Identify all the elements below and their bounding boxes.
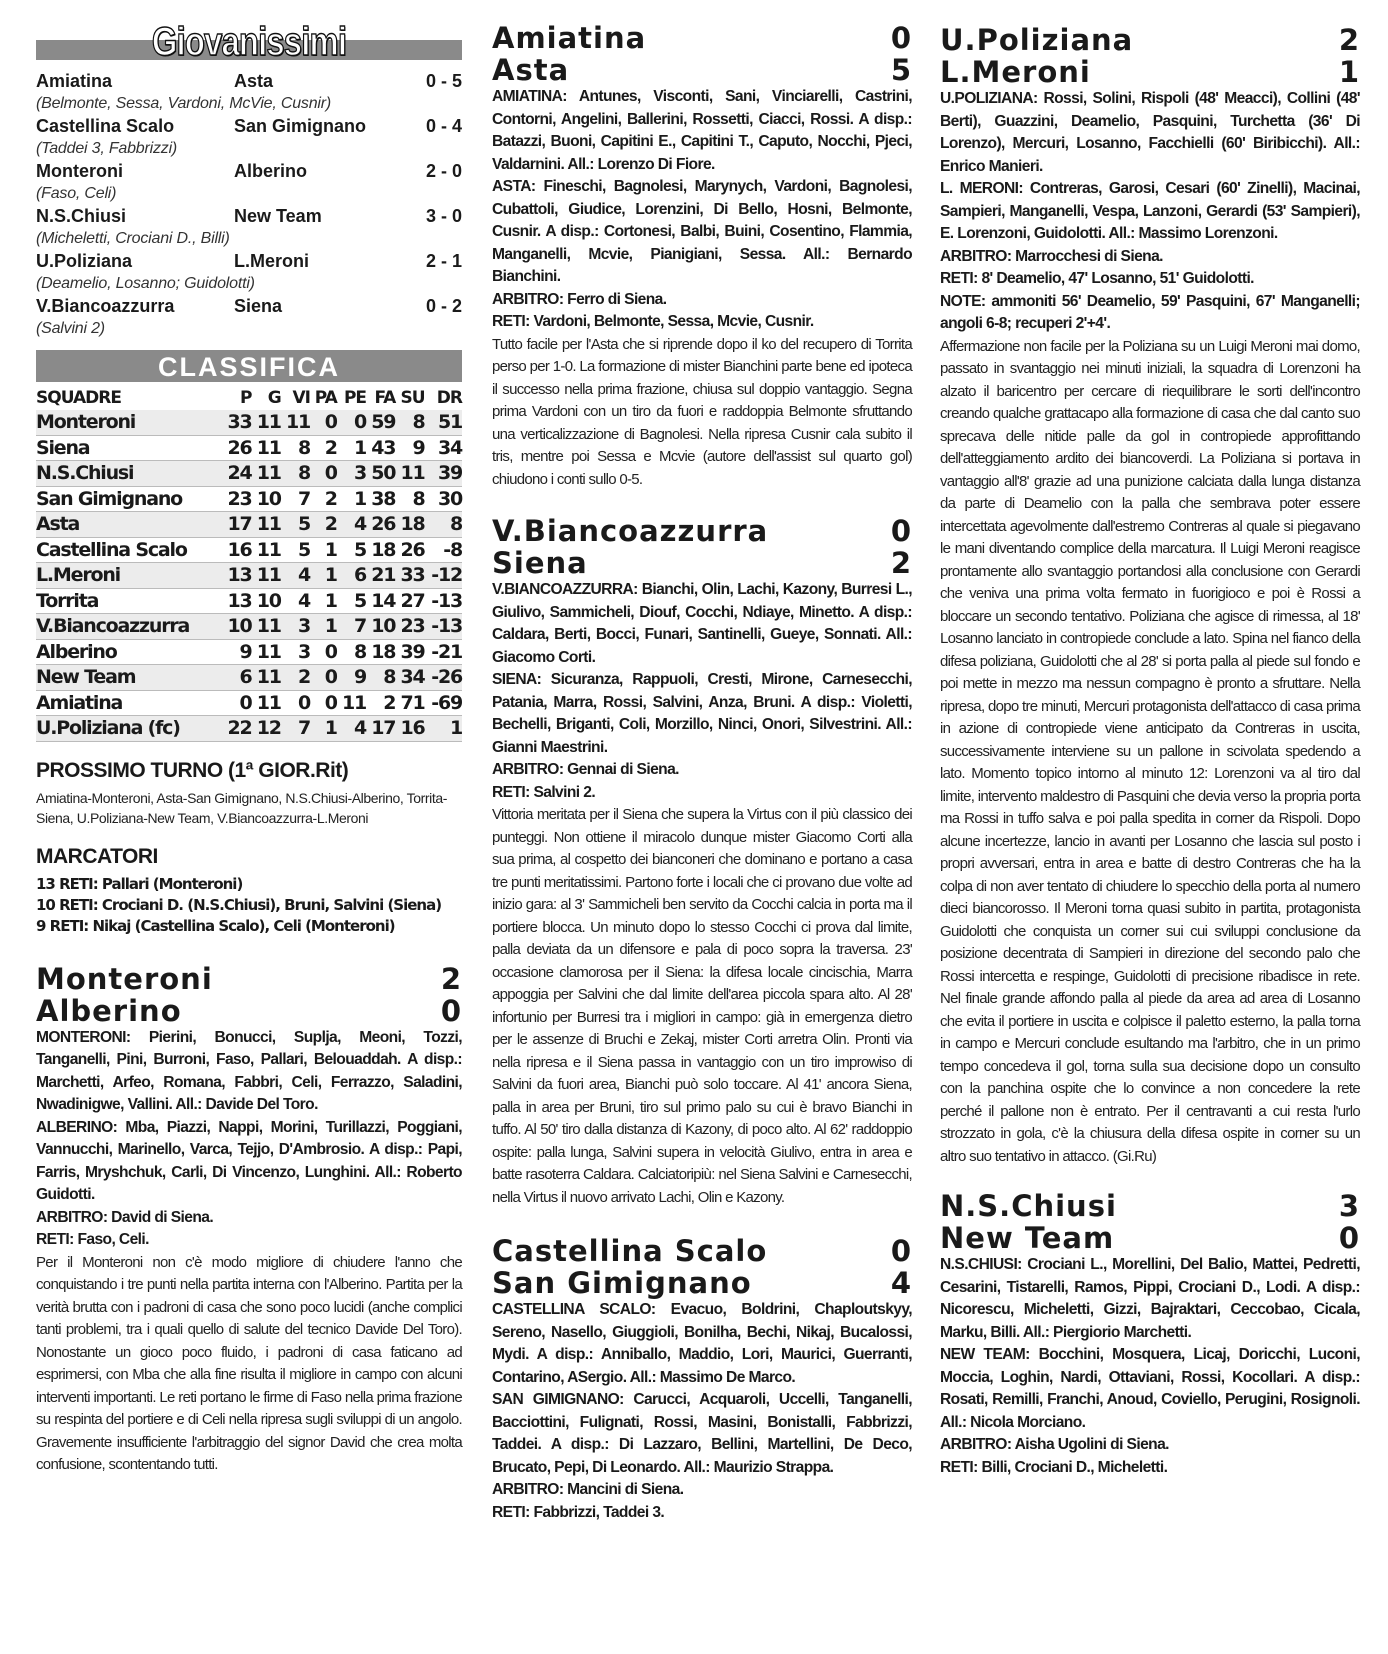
result-away: New Team bbox=[234, 206, 322, 226]
standings-cell: 0 bbox=[281, 690, 310, 716]
top-scorers-line: 13 RETI: Pallari (Monteroni) bbox=[36, 874, 243, 893]
standings-cell: 0 bbox=[310, 639, 337, 665]
standings-header-cell: G bbox=[267, 388, 281, 408]
standings-cell: 13 bbox=[222, 588, 251, 614]
standings-cell: 1 bbox=[337, 486, 366, 512]
result-home: Castellina Scalo bbox=[36, 116, 175, 136]
standings-cell: 17 bbox=[222, 512, 251, 538]
match-lineup: ALBERINO: Mba, Piazzi, Nappi, Morini, Turillazzi, Poggiani, Vannucchi, Marinello, Varca, Tejjo, D'Ambrosio. A disp.: Papi, Farris, Mryshchuk, Carli, Di Vincenzo, Lunghini. All.: Roberto Guidotti. bbox=[36, 1118, 462, 1203]
standings-cell: 2 bbox=[310, 486, 337, 512]
standings-cell: 11 bbox=[395, 461, 424, 487]
result-item bbox=[36, 295, 462, 340]
standings-cell: 8 bbox=[366, 665, 395, 691]
standings-cell: 4 bbox=[281, 588, 310, 614]
standings-cell: 9 bbox=[222, 639, 251, 665]
match-lineup: RETI: Vardoni, Belmonte, Sessa, Mcvie, Cusnir. bbox=[492, 313, 814, 330]
result-scorers: (Faso, Celi) bbox=[36, 185, 117, 202]
standings-cell: 11 bbox=[252, 563, 281, 589]
standings-team: Monteroni bbox=[36, 410, 222, 435]
match-home-goals: 0 bbox=[890, 1234, 912, 1268]
match-away-row bbox=[940, 56, 1360, 88]
match-home-team: Amiatina bbox=[492, 21, 647, 55]
result-score: 0 - 2 bbox=[425, 296, 462, 316]
match-lineup: ASTA: Fineschi, Bagnolesi, Marynych, Vardoni, Bagnolesi, Cubattoli, Giudice, Lorenzini, Di Bello, Hosni, Belmonte, Cusnir. A disp.: Cortonesi, Balbi, Buini, Cosentino, Flammia, Manganelli, Mcvie, Pianigiani, Sessa. All.: Bernardo Bianchini. bbox=[492, 178, 912, 285]
result-scorers: (Deamelio, Losanno; Guidolotti) bbox=[36, 275, 255, 292]
standings-cell: 4 bbox=[281, 563, 310, 589]
standings-cell: 26 bbox=[366, 512, 395, 538]
standings-cell: 18 bbox=[366, 639, 395, 665]
match-report-text: Per il Monteroni non c'è modo migliore di chiudere l'anno che conquistando i tre punti nella partita interna con l'Alberino. Partita per la verità brutta con i padroni di casa che sono poco lucidi (anche complici tanti problemi, tra i quali quello di salute del tecnico Davide Del Toro). Nonostante un gioco poco fluido, i padroni di casa faticano ad esprimersi, con Mba che alla fine risulta il migliore in campo con alcuni interventi importanti. Le reti portano le firme di Faso nella prima frazione su respinta del portiere e di Celi nella ripresa sugli sviluppi di un angolo. Gravemente insufficiente l'arbitraggio del signor David che crea molta confusione, scontentando tutti. bbox=[36, 1253, 462, 1473]
match-report-text: Tutto facile per l'Asta che si riprende dopo il ko del recupero di Torrita perso per 1-0. La formazione di mister Bianchini parte bene ed ipoteca il successo nella prima frazione, chiusa sul doppio vantaggio. Segna prima Vardoni con un tiro da fuori e raddoppia Belmonte sfruttando una verticalizzazione di Bagnolesi. Nella ripresa Cusnir cala subito il tris, mentre poi Sessa e Mcvie (autore dell'assist sul quarto gol) chiudono i conti sullo 0-5. bbox=[492, 335, 912, 488]
standings-cell: 11 bbox=[252, 410, 281, 435]
standings-cell: 8 bbox=[281, 435, 310, 461]
standings-cell: 43 bbox=[366, 435, 395, 461]
next-round-title: PROSSIMO TURNO (1ª GIOR.Rit) bbox=[36, 758, 349, 782]
column-middle bbox=[492, 0, 912, 1524]
match-lineup: RETI: Faso, Celi. bbox=[36, 1231, 149, 1248]
match-report-text: Affermazione non facile per la Poliziana su un Luigi Meroni mai domo, passato in svantaggio nei minuti iniziali, la squadra di Lorenzoni ha alzato il baricentro per cercare di riequilibrare le sorti dell'incontro creando qualche grattacapo alla formazione di casa che dal canto suo sprecava delle nitide palle da gol in contropiede approfittando dell'atteggiamento ardito dei biancoverdi. La Poliziana si portava in vantaggio all'8' grazie ad una punizione calciata dalla lunga distanza da parte di Deamelio con la palla che sembrava poter essere intercettata agevolmente dall'estremo Contreras al quale si piegavano le mani diventando complice della marcatura. Il Luigi Meroni reagisce prontamente allo svantaggio portandosi alla conclusione con Gerardi che veniva una prima volta fermato in fuorigioco e poi è Rossi a bloccare un secondo tentativo. Poliziana che agisce di rimessa, al 18' Losanno lanciato in contropiede conclude a lato. Spina nel fianco della difesa poliziana, Guidolotti che al 28' si porta palla al piede sul fondo e poi mette in mezzo ma nessun compagno è pronto a sfruttare. Nella ripresa, dopo tre minuti, Mercuri protagonista dell'attacco di casa prima in azione di contropiede viene anticipato da Contreras in uscita, successivamente interviene su un pallone in scivolata spedendo a lato. Momento topico intorno al minuto 12: Lorenzoni va al tiro dal limite, intervento maldestro di Pasquini che devia verso la propria porta ma Rossi in tuffo salva e poi palla spedita in corner da Rispoli. Dopo alcune incertezze, lancio in avanti per Losanno che lascia sul posto i propri avversari, entra in area e batte di destro Contreras che ha la colpa di non aver tentato di chiudere lo specchio della porta al numero dieci biancorosso. Il Meroni torna quasi subito in partita, protagonista Guidolotti che conquista un corner sui cui sviluppi conclusione da posizione decentrata di Sampieri in direzione del secondo palo che Rossi intercetta e respinge, Guidolotti di precisione ribadisce in rete. Nel finale grande affondo palla al piede da area ad area di Losanno che evita il portiere in uscita e colpisce il paletto esterno, la palla torna in campo e Mercuri conclude esultando ma l'arbitro, che in un primo tempo concedeva il gol, torna sulla sua decisione dopo un consulto con la panchina ospite che lo convince a non concedere la rete perché il pallone non è entrato. Per il centravanti a cui resta l'urlo strozzato in gola, c'è la chiusura della difesa ospite in corner su un altro suo tentativo in attacco. (Gi.Ru) bbox=[940, 337, 1360, 1165]
standings-header-cell: DR bbox=[436, 388, 462, 408]
result-away: L.Meroni bbox=[234, 251, 309, 271]
standings-cell: 4 bbox=[337, 716, 366, 742]
standings-cell: 51 bbox=[425, 410, 462, 435]
standings-cell: 6 bbox=[222, 665, 251, 691]
standings-header-row bbox=[36, 386, 462, 410]
standings-cell: 1 bbox=[425, 716, 462, 742]
standings-cell: -13 bbox=[425, 614, 462, 640]
match-home-team: V.Biancoazzurra bbox=[492, 514, 769, 548]
standings-cell: 4 bbox=[337, 512, 366, 538]
match-lineup: CASTELLINA SCALO: Evacuo, Boldrini, Chaploutskyy, Sereno, Nasello, Giuggioli, Bonilha, Bechi, Nikaj, Bucalossi, Mydi. A disp.: Anniballo, Maddio, Lori, Maurici, Guerranti, Contarino, ASergio. All.: Massimo De Marco. bbox=[492, 1301, 912, 1386]
standings-cell: 3 bbox=[281, 614, 310, 640]
standings-table bbox=[36, 386, 462, 742]
match-home-goals: 2 bbox=[440, 961, 462, 996]
standings-cell: 0 bbox=[310, 690, 337, 716]
standings-cell: 2 bbox=[310, 512, 337, 538]
standings-cell: 10 bbox=[252, 588, 281, 614]
result-item bbox=[36, 250, 462, 295]
result-score: 0 - 5 bbox=[425, 71, 462, 91]
result-scorers: (Belmonte, Sessa, Vardoni, McVie, Cusnir) bbox=[36, 95, 332, 112]
standings-cell: 23 bbox=[222, 486, 251, 512]
standings-cell: 8 bbox=[395, 486, 424, 512]
standings-cell: 8 bbox=[281, 461, 310, 487]
result-item bbox=[36, 70, 462, 115]
standings-team: Torrita bbox=[36, 588, 222, 614]
match-lineup: RETI: Fabbrizzi, Taddei 3. bbox=[492, 1503, 665, 1521]
standings-header-cell: SQUADRE bbox=[36, 388, 121, 408]
standings-row bbox=[36, 588, 462, 614]
match-away-team: L.Meroni bbox=[940, 55, 1091, 89]
standings-cell: 2 bbox=[310, 435, 337, 461]
standings-row bbox=[36, 716, 462, 742]
match-lineup: L. MERONI: Contreras, Garosi, Cesari (60' Zinelli), Macinai, Sampieri, Manganelli, Vespa, Lanzoni, Gerardi (53' Sampieri), E. Lorenzoni, Guidolotti. All.: Massimo Lorenzoni. bbox=[940, 180, 1360, 242]
match-report-text: Vittoria meritata per il Siena che supera la Virtus con il più classico dei punteggi. Non ottiene il miracolo dunque mister Giacomo Corti alla sua prima, al cospetto dei bianconeri che dominano e portano a casa tre punti meritatissimi. Partono forte i locali che ci provano due volte ad inizio gara: al 3' Sammicheli ben servito da Cocchi calcia in porta ma il portiere blocca. Un minuto dopo lo stesso Cocchi ci prova dal limite, palla deviata da un difensore e pala di poco sopra la traversa. 23' occasione clamorosa per il Siena: la difesa locale cincischia, Marra appoggia per Salvini che dal limite dell'area piccola spara alto. Al 28' infortunio per Burresi tra i migliori in campo: già in emergenza dietro per le assenze di Bruchi e Zekaj, mister Corti arretra Olin. Pronti via nella ripresa e il Siena passa in vantaggio con un tiro improwiso di Salvini da fuori area, Bianchi può solo toccare. Al 41' ancora Siena, palla in area per Bruni, tiro sul primo palo su cui è bravo Bianchi in tuffo. Al 50' tiro dalla distanza di Kazony, di poco alto. Al 62' raddoppio ospite: palla lunga, Salvini supera in velocità Giulivo, entra in area e batte rasoterra Caldara. Calciatoripiù: nel Siena Salvini e Carnesecchi, nella Virtus il nuovo arrivato Lachi, Olin e Kazony. bbox=[492, 806, 912, 1206]
standings-cell: 21 bbox=[366, 563, 395, 589]
standings-cell: 39 bbox=[395, 639, 424, 665]
standings-cell: 7 bbox=[337, 614, 366, 640]
standings-cell: 1 bbox=[310, 537, 337, 563]
standings-cell: 16 bbox=[395, 716, 424, 742]
match-report bbox=[492, 22, 912, 491]
match-lineup: SAN GIMIGNANO: Carucci, Acquaroli, Uccelli, Tanganelli, Bacciottini, Fulignati, Rossi, Masini, Bonistalli, Fabbrizzi, Taddei. A disp.: Di Lazzaro, Bellini, Martellini, De Deco, Brucato, Pepi, Di Leonardo. All.: Maurizio Strappa. bbox=[492, 1391, 912, 1476]
result-away: Alberino bbox=[234, 161, 308, 181]
match-away-row bbox=[940, 1222, 1360, 1254]
match-home-row bbox=[940, 1190, 1360, 1222]
standings-cell: 34 bbox=[395, 665, 424, 691]
result-score: 2 - 1 bbox=[425, 251, 462, 271]
match-away-row bbox=[492, 1267, 912, 1299]
standings-cell: 27 bbox=[395, 588, 424, 614]
match-lineup: N.S.CHIUSI: Crociani L., Morellini, Del Balio, Mattei, Pedretti, Cesarini, Tistarelli, Ramos, Pippi, Crociani D., Lodi. A disp.: Nicorescu, Micheletti, Gizzi, Bajraktari, Ceccobao, Cicala, Marku, Billi. All.: Piergiorio Marchetti. bbox=[940, 1256, 1360, 1341]
result-scorers: (Taddei 3, Fabbrizzi) bbox=[36, 140, 178, 157]
standings-cell: 17 bbox=[366, 716, 395, 742]
standings-row bbox=[36, 461, 462, 487]
result-row bbox=[36, 115, 462, 138]
next-round-fixtures: Amiatina-Monteroni, Asta-San Gimignano, N.S.Chiusi-Alberino, Torrita-Siena, U.Poliziana-New Team, V.Biancoazzurra-L.Meroni bbox=[36, 789, 447, 826]
standings-cell: 33 bbox=[222, 410, 251, 435]
match-away-team: New Team bbox=[940, 1221, 1115, 1255]
match-away-goals: 2 bbox=[890, 546, 912, 580]
standings-cell: 59 bbox=[366, 410, 395, 435]
match-lineup: ARBITRO: Ferro di Siena. bbox=[492, 290, 667, 308]
standings-row bbox=[36, 639, 462, 665]
standings-cell: 13 bbox=[222, 563, 251, 589]
standings-cell: 14 bbox=[366, 588, 395, 614]
standings-row bbox=[36, 665, 462, 691]
match-home-row bbox=[940, 24, 1360, 56]
standings-cell: 11 bbox=[252, 614, 281, 640]
result-row bbox=[36, 295, 462, 318]
standings-cell: 3 bbox=[337, 461, 366, 487]
standings-cell: 5 bbox=[337, 537, 366, 563]
match-away-row bbox=[36, 995, 462, 1027]
column-left bbox=[36, 0, 462, 1477]
match-lineup: ARBITRO: Aisha Ugolini di Siena. bbox=[940, 1436, 1169, 1453]
standings-cell: 34 bbox=[425, 435, 462, 461]
match-away-row bbox=[492, 54, 912, 86]
standings-team: L.Meroni bbox=[36, 563, 222, 589]
standings-cell: 10 bbox=[366, 614, 395, 640]
top-scorers-line: 9 RETI: Nikaj (Castellina Scalo), Celi (Monteroni) bbox=[36, 916, 395, 935]
result-score: 3 - 0 bbox=[425, 206, 462, 226]
standings-cell: 11 bbox=[252, 512, 281, 538]
result-row bbox=[36, 250, 462, 273]
standings-cell: -69 bbox=[425, 690, 462, 716]
standings-cell: 18 bbox=[366, 537, 395, 563]
match-lineup: U.POLIZIANA: Rossi, Solini, Rispoli (48' Meacci), Collini (48' Berti), Guazzini, Deamelio, Pasquini, Turchetta (36' Di Lorenzo), Mercuri, Losanno, Facchielli (60' Biribicchi). All.: Enrico Manieri. bbox=[940, 90, 1360, 175]
standings-cell: 11 bbox=[252, 435, 281, 461]
standings-cell: 26 bbox=[395, 537, 424, 563]
standings-cell: 5 bbox=[281, 537, 310, 563]
standings-team: N.S.Chiusi bbox=[36, 461, 222, 487]
match-lineup: ARBITRO: David di Siena. bbox=[36, 1208, 214, 1226]
match-lineup: AMIATINA: Antunes, Visconti, Sani, Vinciarelli, Castrini, Contorni, Angelini, Ballerini, Rossetti, Ciacci, Rossi. A disp.: Batazzi, Buoni, Capitini E., Capitini T., Caputo, Nocchi, Pjeci, Valdarnini. All.: Lorenzo Di Fiore. bbox=[492, 88, 912, 173]
standings-team: New Team bbox=[36, 665, 222, 691]
standings-row bbox=[36, 563, 462, 589]
standings-cell: -26 bbox=[425, 665, 462, 691]
standings-cell: 11 bbox=[252, 639, 281, 665]
match-home-team: N.S.Chiusi bbox=[940, 1189, 1117, 1223]
match-report bbox=[492, 515, 912, 1209]
match-home-goals: 0 bbox=[890, 514, 912, 548]
standings-cell: 7 bbox=[281, 486, 310, 512]
match-home-team: Monteroni bbox=[36, 961, 213, 996]
standings-body bbox=[36, 410, 462, 741]
standings-banner: CLASSIFICA bbox=[36, 350, 462, 382]
standings-header-cell: PA bbox=[314, 388, 337, 408]
standings-cell: 10 bbox=[252, 486, 281, 512]
standings-cell: 71 bbox=[395, 690, 424, 716]
result-away: Asta bbox=[234, 71, 274, 91]
standings-cell: 9 bbox=[395, 435, 424, 461]
result-home: Monteroni bbox=[36, 161, 123, 181]
standings-header-cell: SU bbox=[400, 388, 425, 408]
standings-row bbox=[36, 512, 462, 538]
match-home-row bbox=[492, 22, 912, 54]
results-list bbox=[36, 70, 462, 340]
standings-cell: -13 bbox=[425, 588, 462, 614]
match-away-goals: 0 bbox=[440, 993, 462, 1028]
match-home-goals: 0 bbox=[890, 21, 912, 55]
match-home-row bbox=[492, 515, 912, 547]
standings-cell: 50 bbox=[366, 461, 395, 487]
result-home: V.Biancoazzurra bbox=[36, 296, 175, 316]
standings-cell: 0 bbox=[337, 410, 366, 435]
standings-cell: 8 bbox=[425, 512, 462, 538]
standings-row bbox=[36, 614, 462, 640]
result-row bbox=[36, 160, 462, 183]
result-home: N.S.Chiusi bbox=[36, 206, 127, 226]
result-item bbox=[36, 205, 462, 250]
match-away-goals: 4 bbox=[890, 1266, 912, 1300]
result-score: 0 - 4 bbox=[425, 116, 462, 136]
result-away: Siena bbox=[234, 296, 283, 316]
standings-row bbox=[36, 435, 462, 461]
standings-row bbox=[36, 537, 462, 563]
standings-header-cell: P bbox=[240, 388, 252, 408]
standings-cell: 24 bbox=[222, 461, 251, 487]
result-scorers: (Micheletti, Crociani D., Billi) bbox=[36, 230, 230, 247]
standings-team: San Gimignano bbox=[36, 486, 222, 512]
standings-cell: 11 bbox=[252, 537, 281, 563]
standings-cell: 2 bbox=[281, 665, 310, 691]
column-right bbox=[940, 0, 1360, 1479]
standings-cell: -12 bbox=[425, 563, 462, 589]
standings-cell: 33 bbox=[395, 563, 424, 589]
standings-cell: 10 bbox=[222, 614, 251, 640]
standings-row bbox=[36, 410, 462, 435]
match-home-goals: 3 bbox=[1338, 1189, 1360, 1223]
standings-cell: 30 bbox=[425, 486, 462, 512]
standings-team: Alberino bbox=[36, 639, 222, 665]
standings-cell: 1 bbox=[310, 588, 337, 614]
standings-cell: 12 bbox=[252, 716, 281, 742]
match-lineup: RETI: Billi, Crociani D., Micheletti. bbox=[940, 1458, 1168, 1476]
standings-header-cell: FA bbox=[374, 388, 396, 408]
standings-cell: 1 bbox=[310, 563, 337, 589]
standings-cell: 1 bbox=[310, 614, 337, 640]
match-away-team: Alberino bbox=[36, 993, 182, 1028]
standings-team: Castellina Scalo bbox=[36, 537, 222, 563]
standings-cell: 16 bbox=[222, 537, 251, 563]
standings-cell: 5 bbox=[337, 588, 366, 614]
standings-cell: 8 bbox=[395, 410, 424, 435]
result-row bbox=[36, 70, 462, 93]
result-item bbox=[36, 115, 462, 160]
standings-cell: 0 bbox=[310, 665, 337, 691]
standings-cell: 2 bbox=[366, 690, 395, 716]
match-lineup: ARBITRO: Marrocchesi di Siena. bbox=[940, 247, 1163, 265]
match-report bbox=[940, 1190, 1360, 1479]
result-item bbox=[36, 160, 462, 205]
standings-cell: 39 bbox=[425, 461, 462, 487]
standings-cell: 22 bbox=[222, 716, 251, 742]
match-home-goals: 2 bbox=[1338, 23, 1360, 57]
result-row bbox=[36, 205, 462, 228]
standings-cell: -8 bbox=[425, 537, 462, 563]
top-scorers-title: MARCATORI bbox=[36, 844, 158, 868]
standings-cell: 1 bbox=[310, 716, 337, 742]
match-lineup: ARBITRO: Gennai di Siena. bbox=[492, 761, 679, 778]
standings-cell: 11 bbox=[252, 690, 281, 716]
result-home: Amiatina bbox=[36, 71, 113, 91]
match-lineup: NEW TEAM: Bocchini, Mosquera, Licaj, Doricchi, Luconi, Moccia, Loghin, Nardi, Ottaviani, Rossi, Kocollari. A disp.: Rosati, Remilli, Franchi, Anoud, Coviello, Perugini, Rosignoli. All.: Nicola Morciano. bbox=[940, 1346, 1360, 1431]
standings-team: Siena bbox=[36, 435, 222, 461]
standings-team: U.Poliziana (fc) bbox=[36, 716, 222, 742]
standings-cell: 0 bbox=[310, 461, 337, 487]
standings-cell: 26 bbox=[222, 435, 251, 461]
standings-cell: 11 bbox=[281, 410, 310, 435]
standings-cell: 11 bbox=[252, 461, 281, 487]
match-away-row bbox=[492, 547, 912, 579]
match-away-team: San Gimignano bbox=[492, 1266, 752, 1300]
standings-cell: 23 bbox=[395, 614, 424, 640]
standings-row bbox=[36, 690, 462, 716]
match-lineup: MONTERONI: Pierini, Bonucci, Suplja, Meoni, Tozzi, Tanganelli, Pini, Burroni, Faso, Pallari, Belouaddah. A disp.: Marchetti, Arfeo, Romana, Fabbri, Celi, Ferrazzo, Saladini, Nwadinigwe, Vallini. All.: Davide Del Toro. bbox=[36, 1028, 462, 1113]
standings-cell: 5 bbox=[281, 512, 310, 538]
result-home: U.Poliziana bbox=[36, 251, 133, 271]
standings-cell: 7 bbox=[281, 716, 310, 742]
standings-cell: 6 bbox=[337, 563, 366, 589]
standings-team: Amiatina bbox=[36, 690, 222, 716]
standings-cell: 18 bbox=[395, 512, 424, 538]
match-away-team: Asta bbox=[492, 53, 570, 87]
standings-row bbox=[36, 486, 462, 512]
standings-cell: 0 bbox=[310, 410, 337, 435]
match-lineup: V.BIANCOAZZURRA: Bianchi, Olin, Lachi, Kazony, Burresi L., Giulivo, Sammicheli, Diouf, Cocchi, Ndiaye, Minetto. A disp.: Caldara, Berti, Bocci, Funari, Santinelli, Gueye, Sonnati. All.: Giacomo Corti. bbox=[492, 581, 912, 666]
match-away-goals: 1 bbox=[1338, 55, 1360, 89]
match-away-goals: 0 bbox=[1338, 1221, 1360, 1255]
standings-header-cell: VI bbox=[292, 388, 310, 408]
match-report bbox=[492, 1235, 912, 1524]
result-scorers: (Salvini 2) bbox=[36, 320, 105, 337]
standings-cell: 0 bbox=[222, 690, 251, 716]
standings-cell: -21 bbox=[425, 639, 462, 665]
match-away-team: Siena bbox=[492, 546, 588, 580]
match-lineup: RETI: 8' Deamelio, 47' Losanno, 51' Guidolotti. bbox=[940, 270, 1254, 287]
match-home-row bbox=[36, 963, 462, 995]
standings-cell: 11 bbox=[337, 690, 366, 716]
result-score: 2 - 0 bbox=[425, 161, 462, 181]
result-away: San Gimignano bbox=[234, 116, 367, 136]
match-home-team: U.Poliziana bbox=[940, 23, 1134, 57]
match-home-row bbox=[492, 1235, 912, 1267]
match-away-goals: 5 bbox=[890, 53, 912, 87]
match-report bbox=[36, 963, 462, 1477]
standings-team: V.Biancoazzurra bbox=[36, 614, 222, 640]
standings-cell: 3 bbox=[281, 639, 310, 665]
match-lineup: ARBITRO: Mancini di Siena. bbox=[492, 1481, 684, 1498]
section-title: Giovanissimi bbox=[151, 20, 347, 64]
top-scorers-line: 10 RETI: Crociani D. (N.S.Chiusi), Bruni, Salvini (Siena) bbox=[36, 895, 442, 914]
match-lineup: SIENA: Sicuranza, Rappuoli, Cresti, Mirone, Carnesecchi, Patania, Marra, Rossi, Salvini, Anza, Bruni. A disp.: Violetti, Bechelli, Briganti, Coli, Morzillo, Ninci, Onori, Silvestrini. All.: Gianni Maestrini. bbox=[492, 671, 912, 756]
match-lineup: RETI: Salvini 2. bbox=[492, 783, 596, 801]
standings-header-cell: PE bbox=[343, 388, 367, 408]
standings-cell: 38 bbox=[366, 486, 395, 512]
match-report bbox=[940, 24, 1360, 1168]
standings-team: Asta bbox=[36, 512, 222, 538]
standings-cell: 1 bbox=[337, 435, 366, 461]
section-banner-giovanissimi bbox=[36, 20, 462, 64]
standings-cell: 8 bbox=[337, 639, 366, 665]
match-lineup: NOTE: ammoniti 56' Deamelio, 59' Pasquini, 67' Manganelli; angoli 6-8; recuperi 2'+4'. bbox=[940, 292, 1360, 332]
match-home-team: Castellina Scalo bbox=[492, 1234, 768, 1268]
standings-cell: 9 bbox=[337, 665, 366, 691]
standings-cell: 11 bbox=[252, 665, 281, 691]
